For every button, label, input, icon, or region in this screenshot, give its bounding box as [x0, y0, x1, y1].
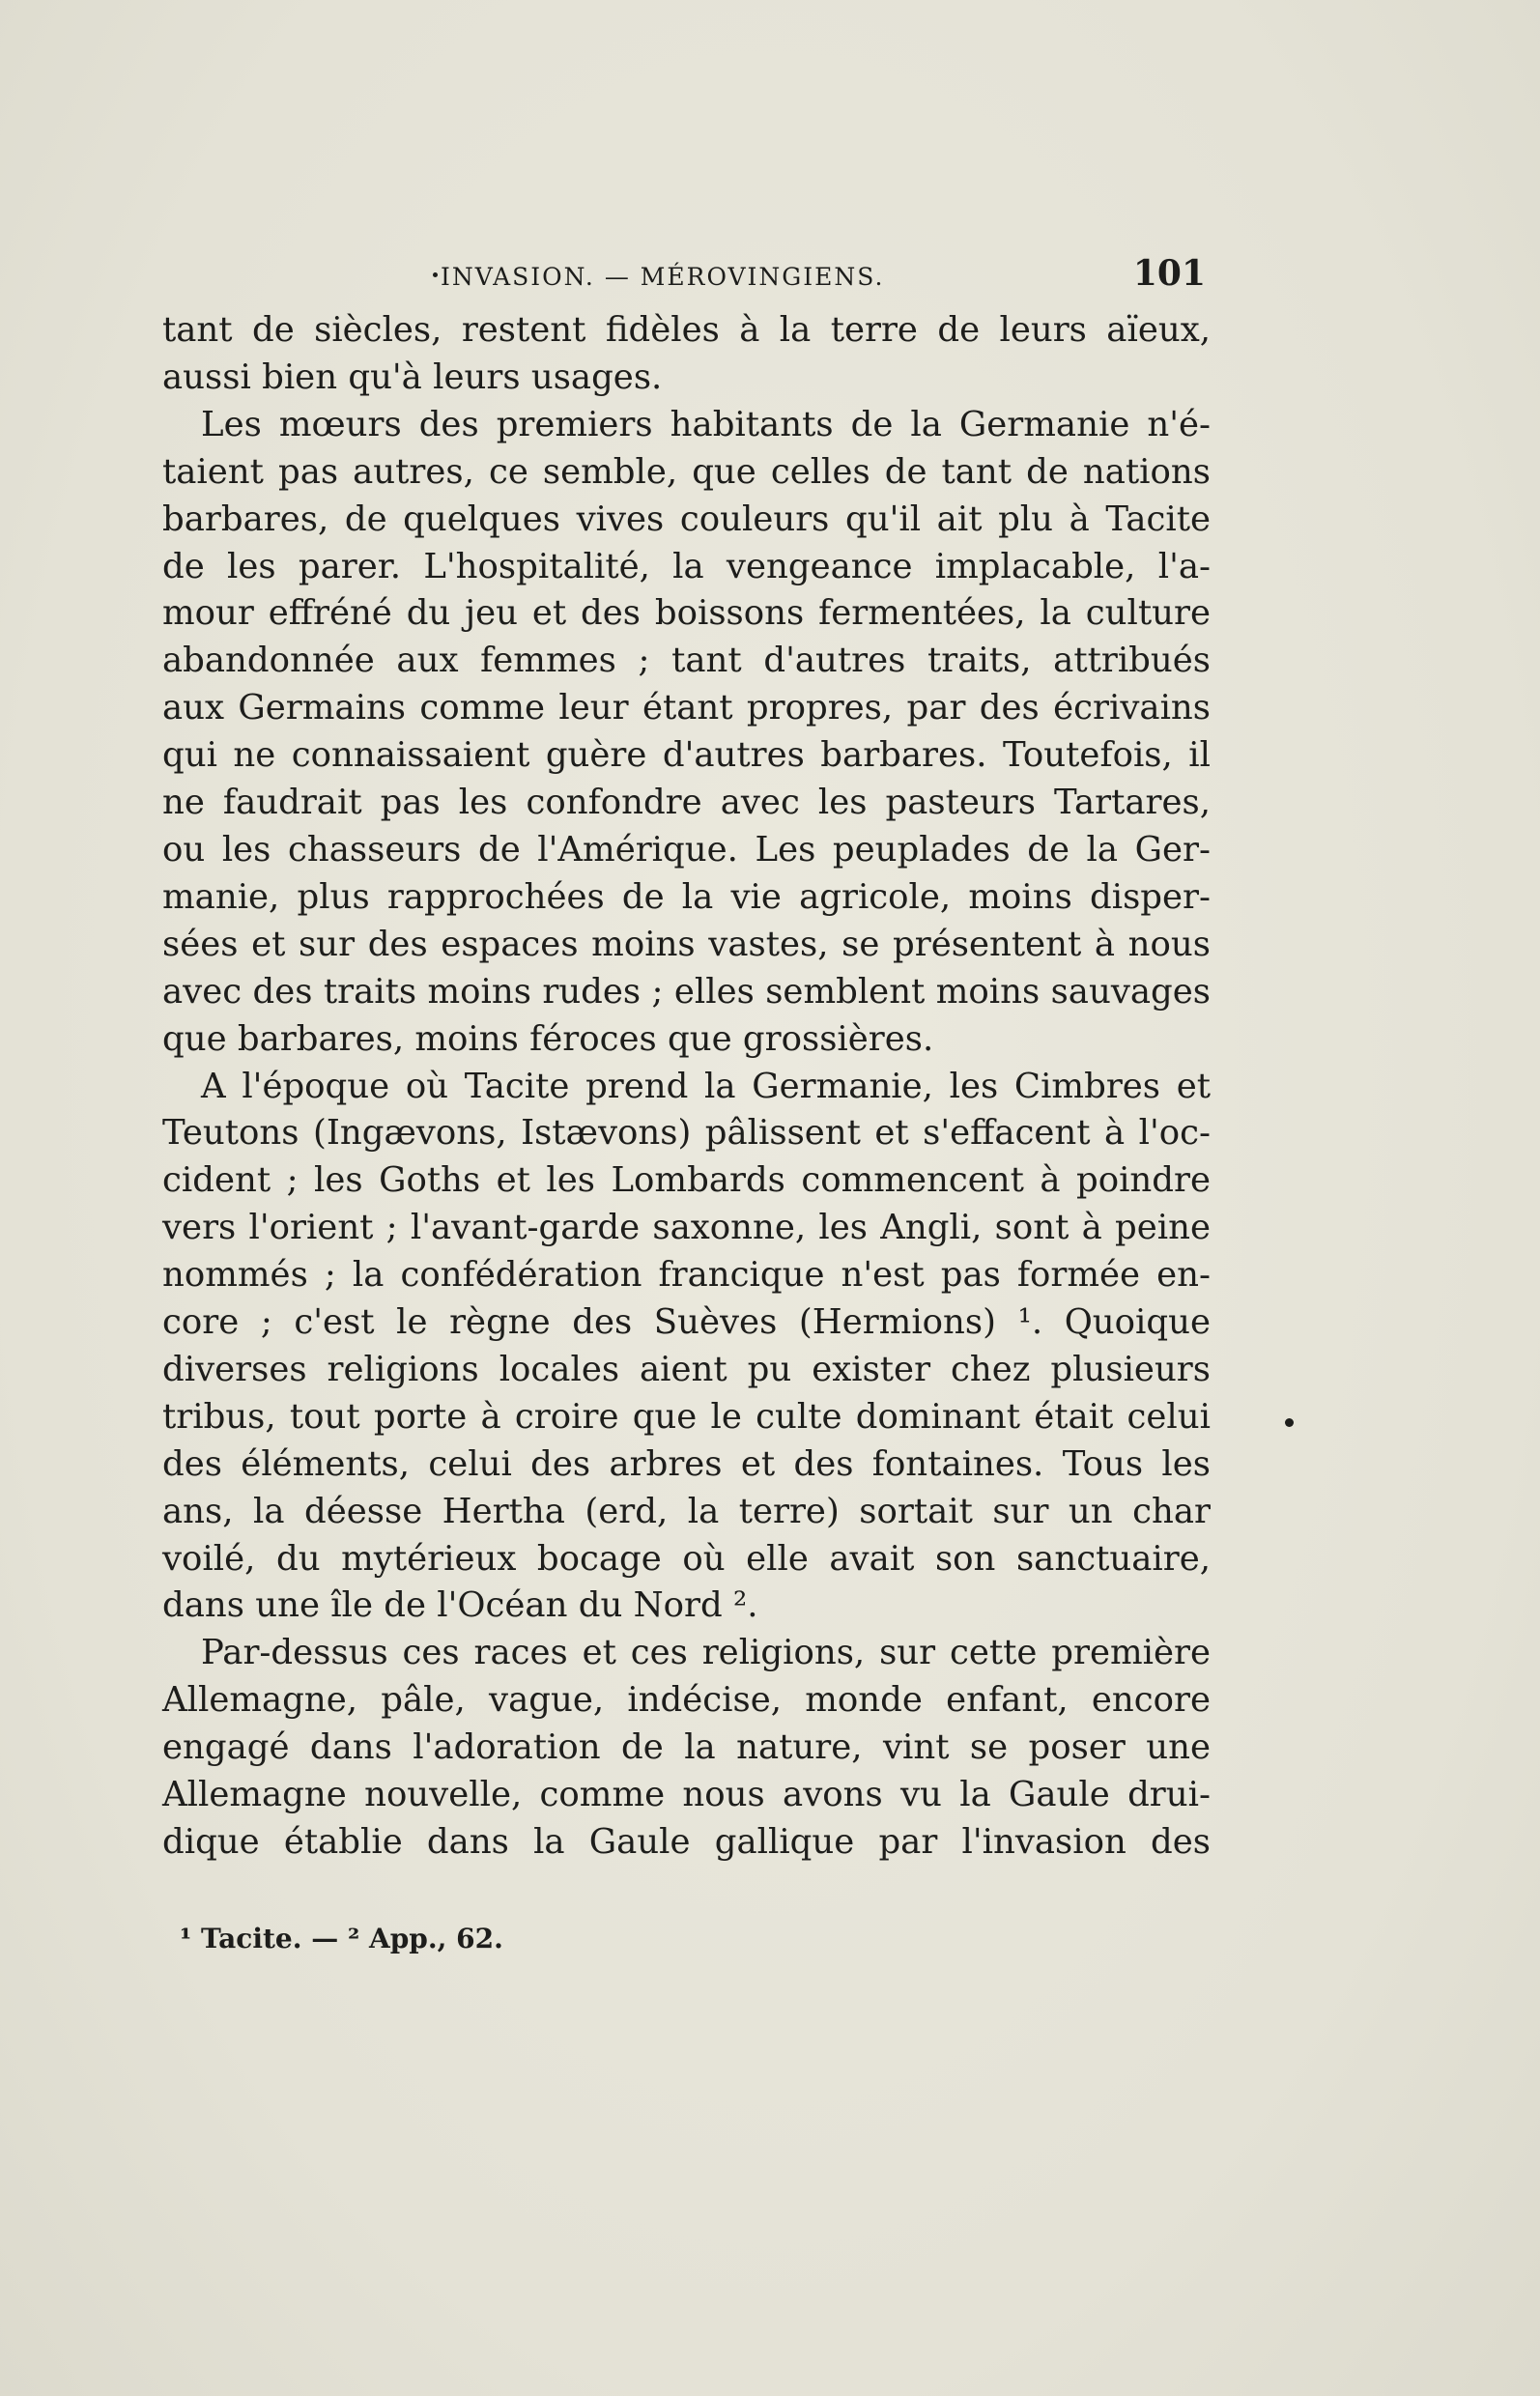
text-line: manie, plus rapprochées de la vie agricole, moins disper- [162, 876, 1211, 917]
text-line: nommés ; la confédération francique n'est pas formée en- [162, 1255, 1211, 1296]
paragraph-2 [162, 402, 1211, 1064]
text-line: mour effréné du jeu et des boissons fermentées, la culture [162, 593, 1211, 634]
text-line: abandonnée aux femmes ; tant d'autres traits, attribués [162, 641, 1211, 681]
text-line: Allemagne nouvelle, comme nous avons vu la Gaule drui- [162, 1775, 1211, 1815]
text-line: Par-dessus ces races et ces religions, sur cette première [201, 1633, 1211, 1673]
text-line: taient pas autres, ce semble, que celles de tant de nations [162, 451, 1211, 492]
text-line: sées et sur des espaces moins vastes, se présentent à nous [162, 924, 1211, 964]
text-line: ne faudrait pas les confondre avec les pasteurs Tartares, [162, 783, 1211, 823]
text-line: ans, la déesse Hertha (erd, la terre) sortait sur un char [162, 1491, 1211, 1531]
text-line: Allemagne, pâle, vague, indécise, monde enfant, encore [162, 1680, 1211, 1721]
text-line: dique établie dans la Gaule gallique par l'invasion des [162, 1822, 1211, 1862]
text-line: que barbares, moins féroces que grossières. [162, 1018, 934, 1059]
text-line: des éléments, celui des arbres et des fontaines. Tous les [162, 1443, 1211, 1484]
text-line: aux Germains comme leur étant propres, par des écrivains [162, 688, 1211, 728]
paragraph-4 [162, 1630, 1211, 1867]
text-line: qui ne connaissaient guère d'autres barbares. Toutefois, il [162, 735, 1211, 776]
text-line: Teutons (Ingævons, Istævons) pâlissent et s'effacent à l'oc- [162, 1113, 1211, 1154]
text-line: core ; c'est le règne des Suèves (Hermions) ¹. Quoique [162, 1302, 1211, 1343]
text-line: voilé, du mytérieux bocage où elle avait son sanctuaire, [162, 1538, 1211, 1579]
text-line: A l'époque où Tacite prend la Germanie, les Cimbres et [201, 1066, 1211, 1106]
running-title: INVASION. — MÉROVINGIENS. [441, 263, 885, 291]
text-line: cident ; les Goths et les Lombards commencent à poindre [162, 1160, 1211, 1201]
text-line: ou les chasseurs de l'Amérique. Les peuplades de la Ger- [162, 829, 1211, 870]
ink-speck [433, 272, 438, 277]
paragraph-1 [162, 307, 1211, 402]
ink-speck [1285, 1418, 1294, 1427]
text-line: dans une île de l'Océan du Nord ². [162, 1585, 758, 1626]
footnotes: ¹ Tacite. — ² App., 62. [180, 1923, 503, 1954]
text-line: Les mœurs des premiers habitants de la Germanie n'é- [201, 404, 1211, 444]
text-line: tant de siècles, restent fidèles à la terre de leurs aïeux, [162, 310, 1211, 350]
text-line: aussi bien qu'à leurs usages. [162, 357, 663, 397]
running-head [162, 253, 1206, 301]
paragraph-3 [162, 1064, 1211, 1631]
text-line: avec des traits moins rudes ; elles semblent moins sauvages [162, 971, 1211, 1012]
text-line: de les parer. L'hospitalité, la vengeance implacable, l'a- [162, 546, 1211, 586]
page-number: 101 [1132, 253, 1206, 294]
text-line: tribus, tout porte à croire que le culte dominant était celui [162, 1396, 1211, 1437]
text-line: engagé dans l'adoration de la nature, vint se poser une [162, 1727, 1211, 1768]
text-line: barbares, de quelques vives couleurs qu'il ait plu à Tacite [162, 499, 1211, 539]
text-line: vers l'orient ; l'avant-garde saxonne, les Angli, sont à peine [162, 1208, 1211, 1248]
body-text [162, 307, 1211, 1867]
text-line: diverses religions locales aient pu exister chez plusieurs [162, 1349, 1211, 1389]
